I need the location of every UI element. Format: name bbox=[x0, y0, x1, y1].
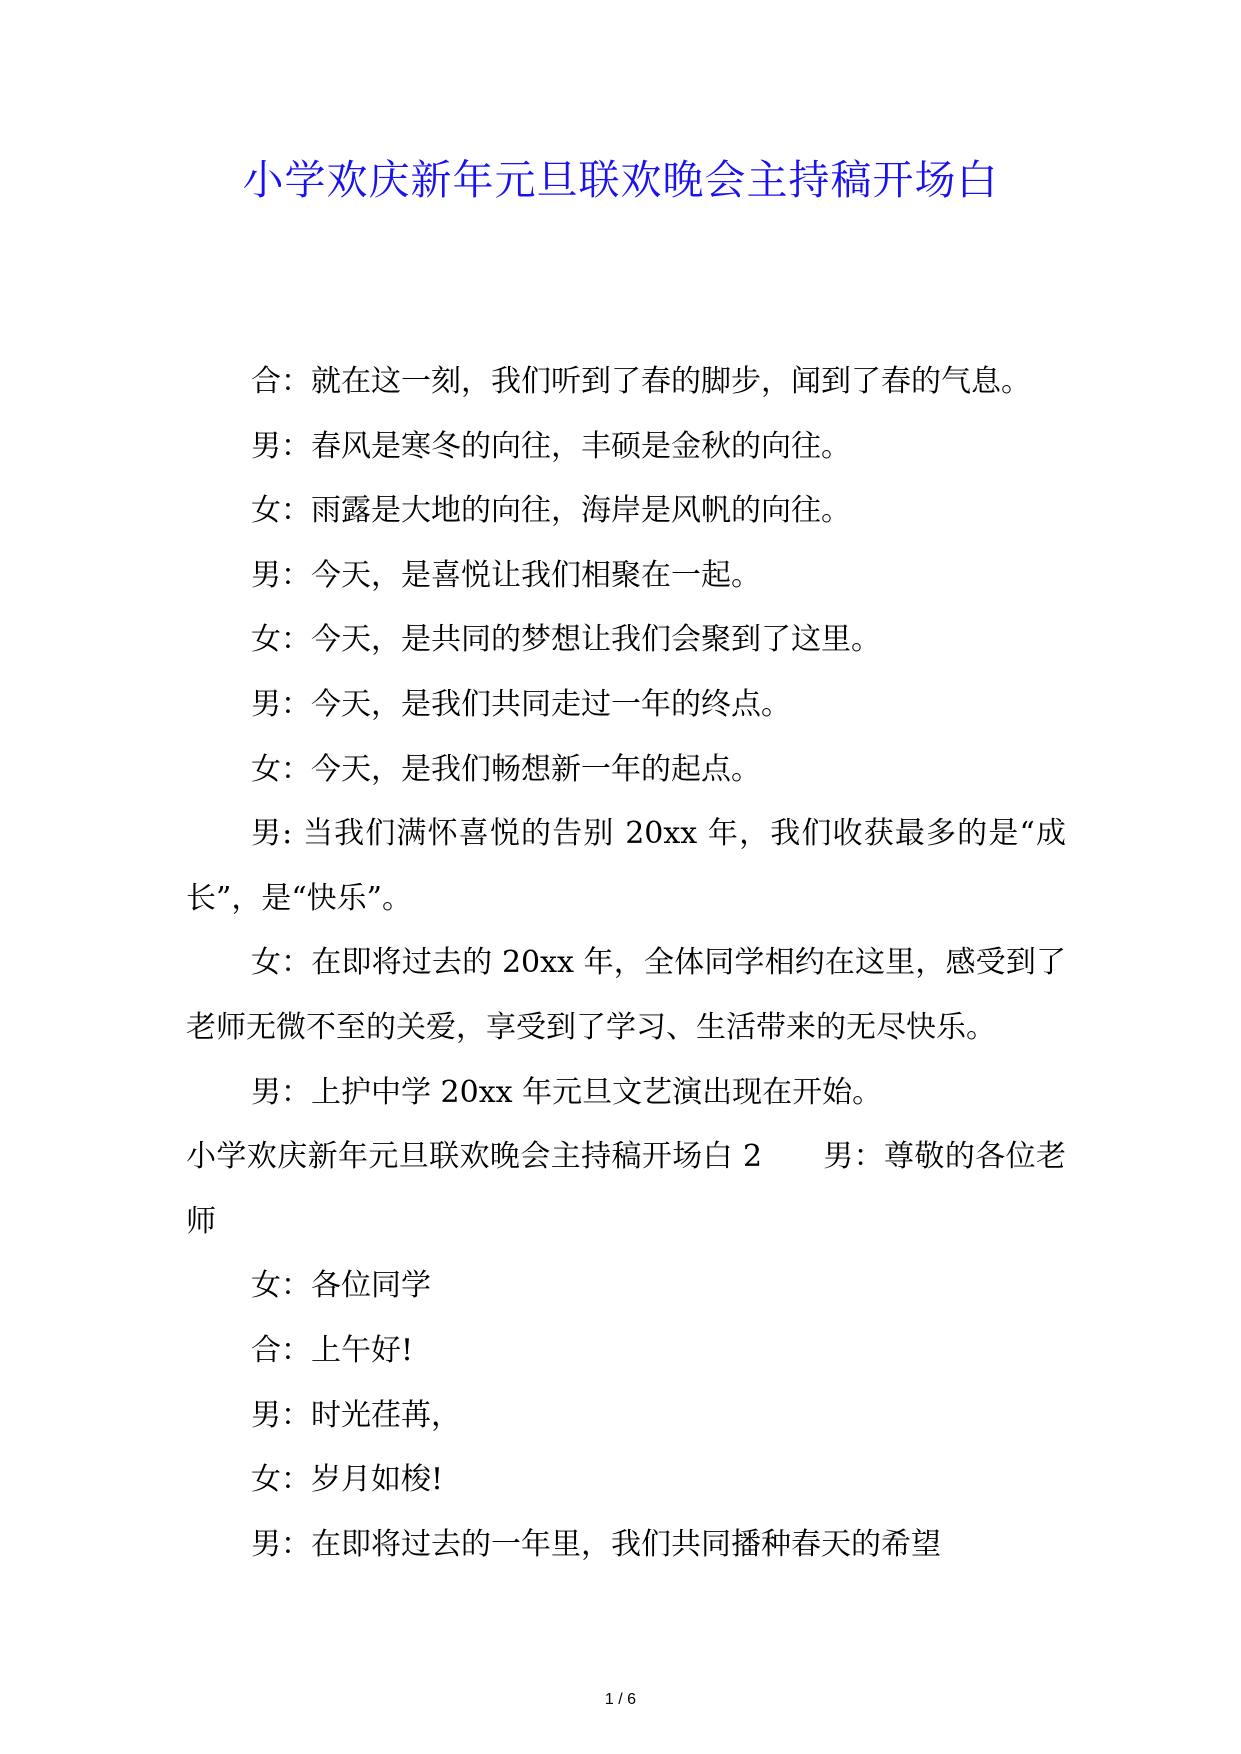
paragraph: 男: 当我们满怀喜悦的告别 20xx 年，我们收获最多的是“成长”，是“快乐”。 bbox=[186, 816, 1066, 916]
paragraph: 男：今天，是我们共同走过一年的终点。 bbox=[251, 686, 791, 722]
paragraph: 女：在即将过去的 20xx 年，全体同学相约在这里，感受到了老师无微不至的关爱，享受到了学习、生活带来的无尽快乐。 bbox=[186, 945, 1066, 1045]
paragraph: 男：今天，是喜悦让我们相聚在一起。 bbox=[251, 557, 761, 593]
paragraph: 女：各位同学 bbox=[251, 1268, 431, 1304]
paragraph: 男：上护中学 20xx 年元旦文艺演出现在开始。 bbox=[251, 1074, 883, 1110]
page-number: 1 / 6 bbox=[604, 1691, 637, 1708]
paragraph: 男：春风是寒冬的向往，丰硕是金秋的向往。 bbox=[251, 428, 851, 464]
paragraph: 合：就在这一刻，我们听到了春的脚步，闻到了春的气息。 bbox=[251, 364, 1031, 399]
paragraph: 女：岁月如梭! bbox=[251, 1462, 444, 1498]
paragraph: 女：雨露是大地的向往，海岸是风帆的向往。 bbox=[251, 493, 851, 529]
paragraph: 女：今天，是共同的梦想让我们会聚到了这里。 bbox=[251, 622, 881, 658]
section-heading-paragraph: 小学欢庆新年元旦联欢晚会主持稿开场白 2 男：尊敬的各位老师 bbox=[186, 1139, 1066, 1239]
paragraph: 女：今天，是我们畅想新一年的起点。 bbox=[251, 751, 761, 787]
document-title: 小学欢庆新年元旦联欢晚会主持稿开场白 bbox=[242, 156, 999, 204]
paragraph: 男：在即将过去的一年里，我们共同播种春天的希望 bbox=[251, 1526, 941, 1562]
paragraph: 合：上午好! bbox=[251, 1332, 414, 1368]
paragraph: 男：时光荏苒， bbox=[251, 1397, 461, 1433]
document-body bbox=[186, 350, 1066, 1577]
